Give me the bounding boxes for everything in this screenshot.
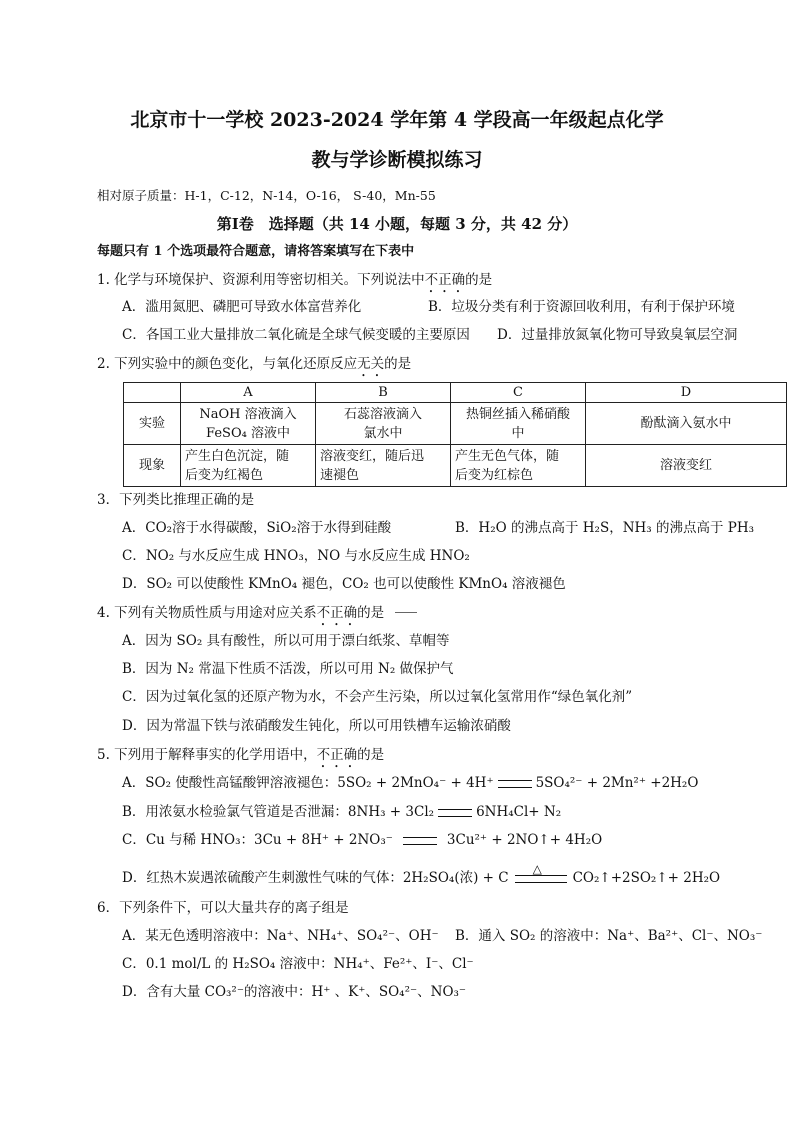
q3-stem: 3．下列类比推理正确的是: [97, 492, 255, 508]
q5-emphasis: 不正确: [316, 747, 358, 763]
q5-option-c: C．Cu 与稀 HNO₃：3Cu + 8H⁺ + 2NO₃⁻ 3Cu²⁺ + 2NO↑+ 4H₂O: [122, 832, 603, 848]
section-instruction: 每题只有 1 个选项最符合题意，请将答案填写在下表中: [97, 244, 415, 259]
equals-sign: [498, 780, 532, 788]
q4-option-c: C．因为过氧化氢的还原产物为水，不会产生污染，所以过氧化氢常用作“绿色氧化剂”: [122, 689, 633, 705]
heating-equals-sign: [515, 861, 567, 883]
exp-cell-d: 酚酞滴入氨水中: [586, 403, 787, 445]
q6-option-d: D．含有大量 CO₃²⁻的溶液中：H⁺ 、K⁺、SO₄²⁻、NO₃⁻: [122, 984, 467, 1000]
exam-subtitle: 教与学诊断模拟练习: [311, 149, 483, 171]
obs-cell-b: 溶液变红，随后迅 速褪色: [316, 445, 451, 487]
q3-option-b: B．H₂O 的沸点高于 H₂S，NH₃ 的沸点高于 PH₃: [455, 520, 755, 536]
col-header-b: B: [316, 383, 451, 403]
atomic-masses: 相对原子质量：H-1，C-12，N-14，O-16， S-40，Mn-55: [97, 188, 436, 203]
q6-option-a: A．某无色透明溶液中：Na⁺、NH₄⁺、SO₄²⁻、OH⁻: [122, 928, 439, 944]
row-label-experiment: 实验: [124, 403, 181, 445]
section-heading: 第Ⅰ卷 选择题（共 14 小题，每题 3 分，共 42 分）: [216, 215, 578, 233]
q1-stem: 1. 化学与环境保护、资源利用等密切相关。下列说法中不正确的是: [97, 272, 493, 288]
q1-option-b: B．垃圾分类有利于资源回收利用，有利于保护环境: [428, 299, 735, 315]
equals-sign: [438, 809, 472, 817]
q1-option-a: A．滥用氮肥、磷肥可导致水体富营养化: [122, 299, 362, 315]
col-header-c: C: [451, 383, 586, 403]
exam-title: 北京市十一学校 2023-2024 学年第 4 学段高一年级起点化学: [130, 109, 664, 131]
q2-stem: 2. 下列实验中的颜色变化，与氧化还原反应无关的是: [97, 356, 412, 372]
q4-option-b: B．因为 N₂ 常温下性质不活泼，所以可用 N₂ 做保护气: [122, 661, 454, 677]
heat-triangle-icon: △: [532, 861, 542, 876]
equals-sign: [403, 837, 437, 845]
q5-option-d: D．红热木炭遇浓硫酸产生刺激性气味的气体：2H₂SO₄(浓) + C △ CO₂↑+2SO₂↑+ 2H₂O: [122, 868, 720, 888]
q5-option-a: A．SO₂ 使酸性高锰酸钾溶液褪色：5SO₂ + 2MnO₄⁻ + 4H⁺ 5SO₄²⁻ + 2Mn²⁺ +2H₂O: [122, 775, 699, 791]
exp-cell-c: 热铜丝插入稀硝酸 中: [451, 403, 586, 445]
stray-mark: [395, 612, 417, 613]
exp-cell-a: NaOH 溶液滴入 FeSO₄ 溶液中: [181, 403, 316, 445]
q1-emphasis: 不正确: [424, 272, 466, 288]
obs-cell-d: 溶液变红: [586, 445, 787, 487]
obs-cell-c: 产生无色气体，随 后变为红棕色: [451, 445, 586, 487]
q2-emphasis: 无关: [357, 356, 385, 372]
q1-option-c: C．各国工业大量排放二氧化硫是全球气候变暖的主要原因: [122, 327, 470, 343]
table-corner: [124, 383, 181, 403]
col-header-d: D: [586, 383, 787, 403]
q3-option-d: D．SO₂ 可以使酸性 KMnO₄ 褪色，CO₂ 也可以使酸性 KMnO₄ 溶液褪色: [122, 576, 566, 592]
q1-option-d: D．过量排放氮氧化物可导致臭氧层空洞: [497, 327, 738, 343]
q6-stem: 6．下列条件下，可以大量共存的离子组是: [97, 900, 349, 916]
q6-option-c: C．0.1 mol/L 的 H₂SO₄ 溶液中：NH₄⁺、Fe²⁺、I⁻、Cl⁻: [122, 956, 474, 972]
row-label-observation: 现象: [124, 445, 181, 487]
q5-stem: 5. 下列用于解释事实的化学用语中，不正确的是: [97, 747, 385, 763]
obs-cell-a: 产生白色沉淀，随 后变为红褐色: [181, 445, 316, 487]
q4-option-a: A．因为 SO₂ 具有酸性，所以可用于漂白纸浆、草帽等: [122, 633, 450, 649]
q4-option-d: D．因为常温下铁与浓硝酸发生钝化，所以可用铁槽车运输浓硝酸: [122, 718, 511, 734]
q3-option-a: A．CO₂溶于水得碳酸，SiO₂溶于水得到硅酸: [122, 520, 392, 536]
q2-table: [123, 382, 787, 487]
q5-option-b: B．用浓氨水检验氯气管道是否泄漏：8NH₃ + 3Cl₂ 6NH₄Cl+ N₂: [122, 804, 562, 820]
col-header-a: A: [181, 383, 316, 403]
exp-cell-b: 石蕊溶液滴入 氯水中: [316, 403, 451, 445]
q6-option-b: B．通入 SO₂ 的溶液中：Na⁺、Ba²⁺、Cl⁻、NO₃⁻: [455, 928, 763, 944]
q4-emphasis: 不正确: [316, 605, 358, 621]
q4-stem: 4. 下列有关物质性质与用途对应关系不正确的是: [97, 605, 385, 621]
q3-option-c: C．NO₂ 与水反应生成 HNO₃，NO 与水反应生成 HNO₂: [122, 548, 470, 564]
